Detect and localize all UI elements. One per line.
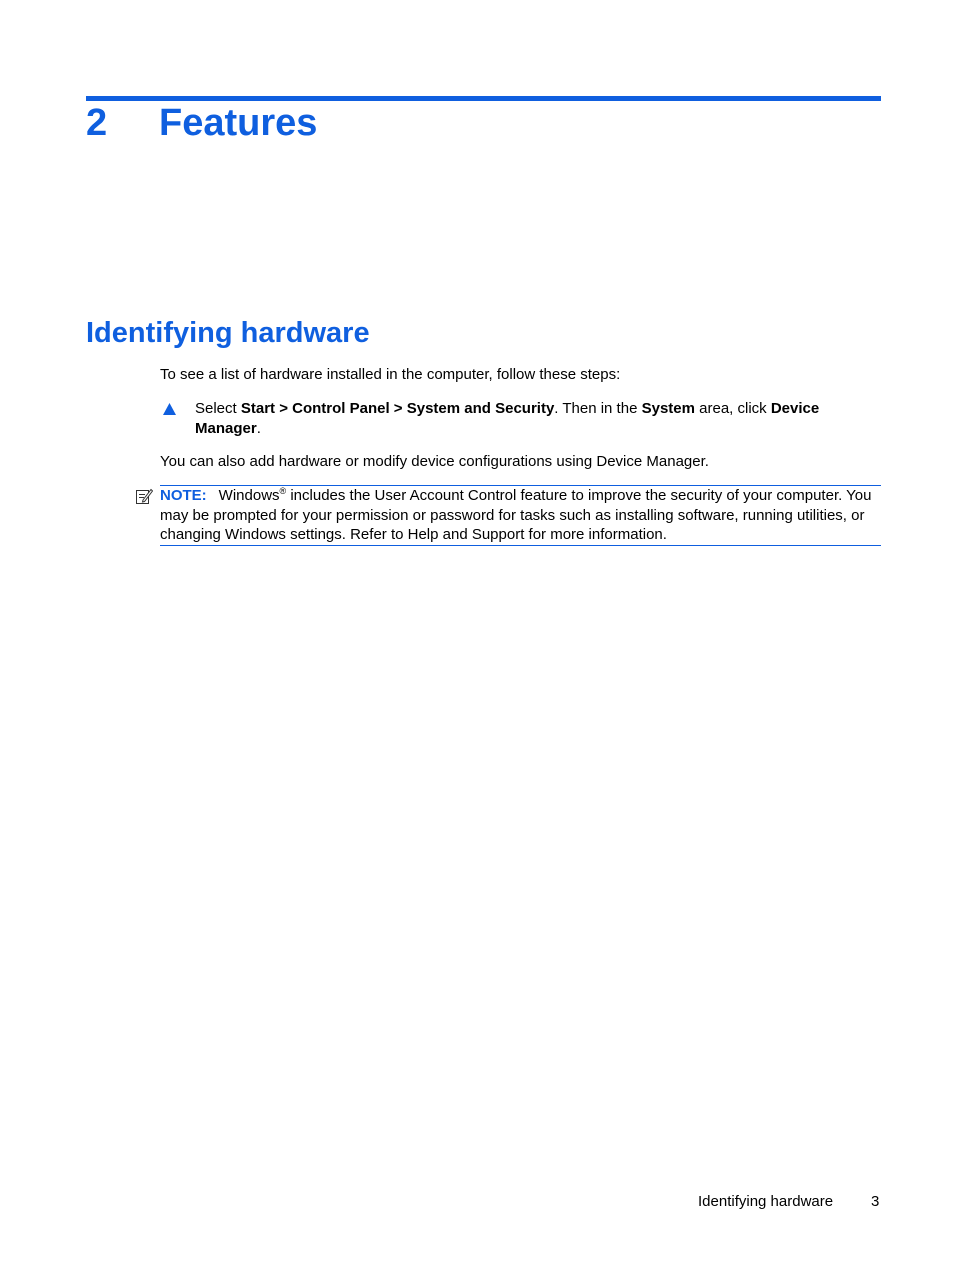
intro-paragraph: To see a list of hardware installed in the computer, follow these steps: xyxy=(160,366,621,383)
chapter-title: Features xyxy=(159,102,318,144)
note-rule-bottom xyxy=(160,545,881,546)
also-paragraph: You can also add hardware or modify device configurations using Device Manager. xyxy=(160,453,709,470)
note-text-windows: Windows xyxy=(218,487,280,504)
step-item xyxy=(195,399,881,438)
triangle-bullet-icon xyxy=(162,402,177,417)
chapter-number: 2 xyxy=(86,102,108,144)
registered-mark: ® xyxy=(279,486,287,496)
section-title: Identifying hardware xyxy=(86,317,370,349)
step-text-2: . Then in the xyxy=(554,400,642,417)
step-text-3: area, click xyxy=(694,400,771,417)
page-number: 3 xyxy=(871,1193,880,1210)
note-box xyxy=(160,486,890,545)
chapter-rule xyxy=(86,96,881,101)
note-pencil-icon xyxy=(135,487,153,505)
footer-title: Identifying hardware xyxy=(698,1193,834,1210)
note-text: includes the User Account Control feature to improve the security of your computer. You may be prompted for your permission or password for tasks such as installing software, running utilities, or changing Windows settings. Refer to Help and Support for more information. xyxy=(160,487,872,543)
note-label: NOTE: xyxy=(160,487,207,504)
step-path: Start > Control Panel > System and Security xyxy=(240,400,555,417)
step-text-4: . xyxy=(256,419,261,437)
step-system: System xyxy=(641,400,695,417)
step-text-1: Select xyxy=(195,400,241,417)
step-device-manager: Device Manager xyxy=(195,400,820,437)
